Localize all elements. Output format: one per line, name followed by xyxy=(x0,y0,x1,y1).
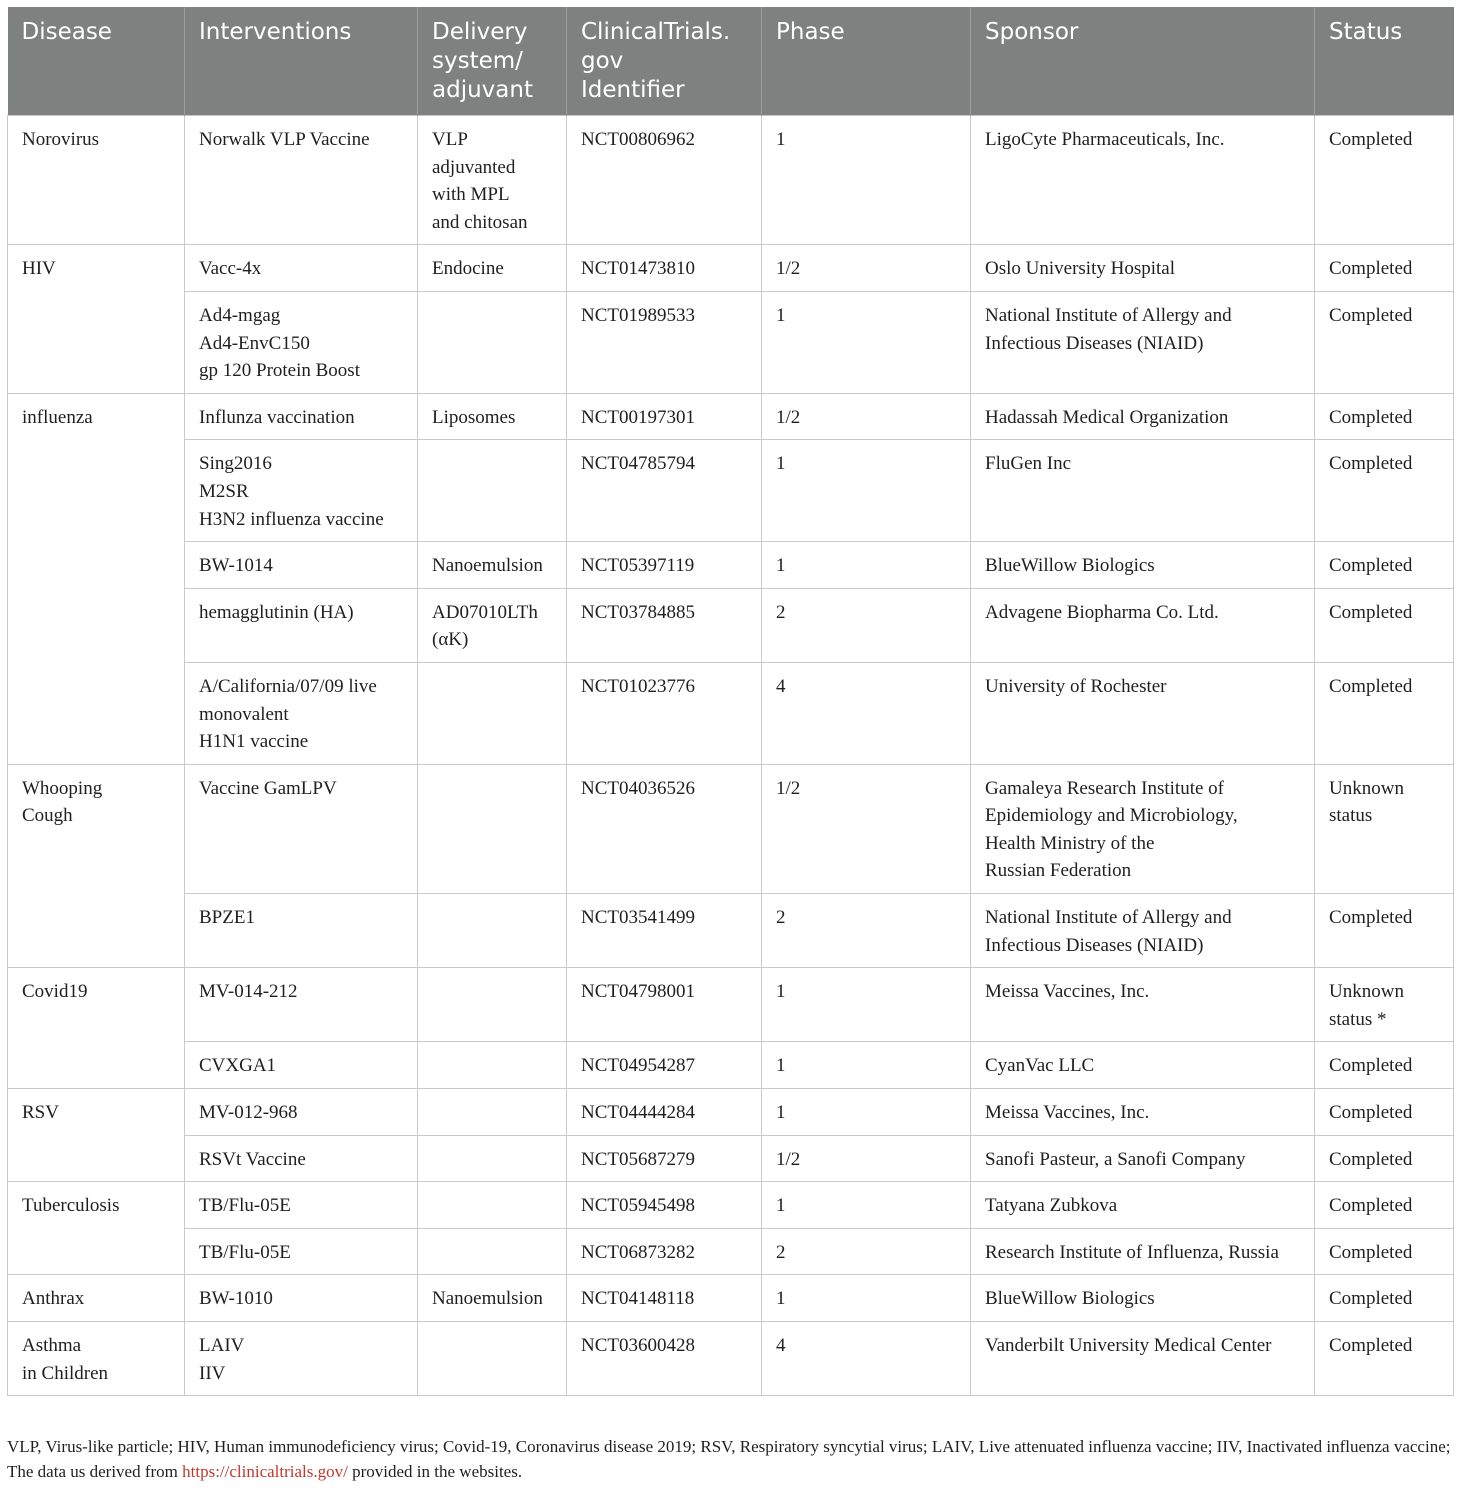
delivery-text: Liposomes xyxy=(432,406,516,428)
interventions-text: H1N1 vaccine xyxy=(199,731,309,753)
header-row xyxy=(8,7,1454,116)
cell-phase xyxy=(762,1135,971,1182)
identifier-text: NCT06873282 xyxy=(581,1241,695,1263)
trials-table-container xyxy=(7,7,1453,1396)
cell-delivery xyxy=(418,1182,567,1229)
cell-phase xyxy=(762,894,971,968)
cell-delivery xyxy=(418,968,567,1042)
status-text: Completed xyxy=(1329,1335,1413,1356)
table-row xyxy=(8,1135,1454,1182)
cell-identifier xyxy=(567,894,762,968)
cell-phase xyxy=(762,291,971,393)
identifier-text: NCT04798001 xyxy=(581,981,695,1003)
phase-text: 1 xyxy=(776,1102,786,1124)
cell-identifier xyxy=(567,245,762,292)
delivery-text: (αK) xyxy=(432,629,469,651)
phase-text: 1 xyxy=(776,981,786,1003)
cell-sponsor xyxy=(971,1322,1315,1396)
cell-status xyxy=(1315,1089,1454,1136)
header-phase: Phase xyxy=(762,7,971,116)
phase-text: 1 xyxy=(776,453,786,475)
status-text: Completed xyxy=(1329,1195,1413,1217)
interventions-text: Sing2016 xyxy=(199,453,272,475)
cell-disease xyxy=(8,968,185,1089)
cell-disease xyxy=(8,1275,185,1322)
cell-status xyxy=(1315,1322,1454,1396)
status-text: status * xyxy=(1329,1008,1387,1030)
sponsor-text: Health Ministry of the xyxy=(985,832,1155,854)
cell-disease xyxy=(8,1322,185,1396)
table-header xyxy=(8,7,1454,116)
cell-delivery xyxy=(418,1275,567,1322)
cell-sponsor xyxy=(971,1089,1315,1136)
cell-phase xyxy=(762,393,971,440)
delivery-text: Nanoemulsion xyxy=(432,1288,543,1310)
table-row xyxy=(8,1182,1454,1229)
cell-delivery xyxy=(418,1089,567,1136)
phase-text: 1 xyxy=(776,555,786,577)
cell-phase xyxy=(762,245,971,292)
status-text: Completed xyxy=(1329,1102,1413,1124)
cell-delivery xyxy=(418,764,567,893)
cell-interventions xyxy=(185,440,418,542)
header-disease: Disease xyxy=(8,7,185,116)
cell-sponsor xyxy=(971,662,1315,764)
sponsor-text: Gamaleya Research Institute of xyxy=(985,777,1224,799)
phase-text: 1 xyxy=(776,1195,786,1217)
cell-identifier xyxy=(567,542,762,589)
table-row xyxy=(8,245,1454,292)
phase-text: 2 xyxy=(776,907,786,929)
header-sponsor: Sponsor xyxy=(971,7,1315,116)
interventions-text: BW-1014 xyxy=(199,555,273,577)
cell-delivery xyxy=(418,440,567,542)
cell-delivery xyxy=(418,116,567,245)
table-body xyxy=(8,116,1454,1396)
sponsor-text: Infectious Diseases (NIAID) xyxy=(985,332,1204,354)
table-row xyxy=(8,968,1454,1042)
identifier-text: NCT03784885 xyxy=(581,601,695,623)
sponsor-text: Epidemiology and Microbiology, xyxy=(985,805,1238,827)
cell-interventions xyxy=(185,245,418,292)
identifier-text: NCT05687279 xyxy=(581,1148,695,1170)
disease-text: Anthrax xyxy=(22,1288,85,1310)
sponsor-text: BlueWillow Biologics xyxy=(985,555,1155,577)
cell-identifier xyxy=(567,968,762,1042)
phase-text: 4 xyxy=(776,675,786,697)
disease-text: influenza xyxy=(22,406,93,428)
cell-identifier xyxy=(567,662,762,764)
identifier-text: NCT03600428 xyxy=(581,1335,695,1356)
cell-identifier xyxy=(567,1275,762,1322)
cell-interventions xyxy=(185,542,418,589)
identifier-text: NCT01473810 xyxy=(581,258,695,280)
phase-text: 2 xyxy=(776,1241,786,1263)
cell-interventions xyxy=(185,894,418,968)
disease-text: in Children xyxy=(22,1362,109,1384)
interventions-text: BPZE1 xyxy=(199,907,255,929)
cell-interventions xyxy=(185,1182,418,1229)
disease-text: Tuberculosis xyxy=(22,1195,120,1217)
cell-status xyxy=(1315,440,1454,542)
phase-text: 1/2 xyxy=(776,406,801,428)
table-row xyxy=(8,1042,1454,1089)
table-row xyxy=(8,1275,1454,1322)
cell-sponsor xyxy=(971,894,1315,968)
identifier-text: NCT05397119 xyxy=(581,555,695,577)
status-text: Completed xyxy=(1329,453,1413,475)
sponsor-text: National Institute of Allergy and xyxy=(985,907,1232,929)
cell-phase xyxy=(762,1322,971,1396)
cell-status xyxy=(1315,764,1454,893)
cell-identifier xyxy=(567,1135,762,1182)
identifier-text: NCT05945498 xyxy=(581,1195,695,1217)
header-identifier: ClinicalTrials. gov Identifier xyxy=(567,7,762,116)
phase-text: 1/2 xyxy=(776,258,801,280)
sponsor-text: CyanVac LLC xyxy=(985,1055,1095,1077)
sponsor-text: Infectious Diseases (NIAID) xyxy=(985,934,1204,956)
cell-status xyxy=(1315,1275,1454,1322)
sponsor-text: Oslo University Hospital xyxy=(985,258,1175,280)
interventions-text: LAIV xyxy=(199,1335,245,1356)
cell-disease xyxy=(8,1089,185,1182)
interventions-text: hemagglutinin (HA) xyxy=(199,601,354,623)
sponsor-text: Vanderbilt University Medical Center xyxy=(985,1335,1272,1356)
header-status: Status xyxy=(1315,7,1454,116)
status-text: Completed xyxy=(1329,1241,1413,1263)
cell-delivery xyxy=(418,1228,567,1275)
cell-status xyxy=(1315,291,1454,393)
sponsor-text: Meissa Vaccines, Inc. xyxy=(985,1102,1150,1124)
cell-phase xyxy=(762,764,971,893)
cell-sponsor xyxy=(971,1135,1315,1182)
cell-delivery xyxy=(418,393,567,440)
table-row xyxy=(8,1089,1454,1136)
status-text: Completed xyxy=(1329,1148,1413,1170)
cell-status xyxy=(1315,542,1454,589)
cell-status xyxy=(1315,1228,1454,1275)
clinical-trials-table xyxy=(7,7,1454,1396)
phase-text: 2 xyxy=(776,601,786,623)
cell-identifier xyxy=(567,440,762,542)
table-row xyxy=(8,542,1454,589)
cell-phase xyxy=(762,542,971,589)
cell-sponsor xyxy=(971,1182,1315,1229)
cell-status xyxy=(1315,1042,1454,1089)
cell-status xyxy=(1315,588,1454,662)
cell-interventions xyxy=(185,968,418,1042)
phase-text: 4 xyxy=(776,1335,786,1356)
sponsor-text: Russian Federation xyxy=(985,860,1132,882)
status-text: Completed xyxy=(1329,304,1413,326)
identifier-text: NCT01023776 xyxy=(581,675,695,697)
table-row xyxy=(8,764,1454,893)
sponsor-text: BlueWillow Biologics xyxy=(985,1288,1155,1310)
cell-delivery xyxy=(418,662,567,764)
cell-interventions xyxy=(185,291,418,393)
cell-phase xyxy=(762,662,971,764)
cell-sponsor xyxy=(971,1042,1315,1089)
status-text: status xyxy=(1329,805,1373,827)
interventions-text: Influnza vaccination xyxy=(199,406,355,428)
cell-delivery xyxy=(418,291,567,393)
sponsor-text: Advagene Biopharma Co. Ltd. xyxy=(985,601,1219,623)
interventions-text: TB/Flu-05E xyxy=(199,1241,291,1263)
interventions-text: IIV xyxy=(199,1362,226,1384)
phase-text: 1 xyxy=(776,1055,786,1077)
identifier-text: NCT00197301 xyxy=(581,406,695,428)
sponsor-text: LigoCyte Pharmaceuticals, Inc. xyxy=(985,129,1225,150)
table-row xyxy=(8,894,1454,968)
cell-identifier xyxy=(567,588,762,662)
cell-delivery xyxy=(418,245,567,292)
sponsor-text: Research Institute of Influenza, Russia xyxy=(985,1241,1279,1263)
cell-interventions xyxy=(185,588,418,662)
cell-sponsor xyxy=(971,1275,1315,1322)
status-text: Completed xyxy=(1329,129,1413,150)
status-text: Completed xyxy=(1329,1055,1413,1077)
status-text: Completed xyxy=(1329,258,1413,280)
sponsor-text: Hadassah Medical Organization xyxy=(985,406,1229,428)
sponsor-text: Tatyana Zubkova xyxy=(985,1195,1118,1217)
status-text: Completed xyxy=(1329,601,1413,623)
disease-text: Whooping xyxy=(22,777,103,799)
cell-status xyxy=(1315,245,1454,292)
interventions-text: Ad4-mgag xyxy=(199,304,281,326)
identifier-text: NCT03541499 xyxy=(581,907,695,929)
table-row xyxy=(8,393,1454,440)
cell-interventions xyxy=(185,1322,418,1396)
interventions-text: gp 120 Protein Boost xyxy=(199,360,360,382)
disease-text: HIV xyxy=(22,258,56,280)
cell-interventions xyxy=(185,116,418,245)
cell-phase xyxy=(762,1228,971,1275)
cell-delivery xyxy=(418,1135,567,1182)
cell-phase xyxy=(762,440,971,542)
table-row xyxy=(8,1228,1454,1275)
cell-delivery xyxy=(418,588,567,662)
phase-text: 1 xyxy=(776,1288,786,1310)
cell-disease xyxy=(8,116,185,245)
cell-interventions xyxy=(185,1275,418,1322)
delivery-text: AD07010LTh xyxy=(432,601,538,623)
interventions-text: M2SR xyxy=(199,480,249,502)
cell-interventions xyxy=(185,764,418,893)
interventions-text: RSVt Vaccine xyxy=(199,1148,306,1170)
cell-sponsor xyxy=(971,116,1315,245)
cell-sponsor xyxy=(971,588,1315,662)
cell-disease xyxy=(8,393,185,764)
cell-phase xyxy=(762,1182,971,1229)
delivery-text: Nanoemulsion xyxy=(432,555,543,577)
interventions-text: H3N2 influenza vaccine xyxy=(199,508,384,530)
disease-text: Asthma xyxy=(22,1335,82,1356)
cell-identifier xyxy=(567,291,762,393)
footnote-text: VLP, Virus-like particle; HIV, Human immunodeficiency virus; Covid-19, Coronavirus disease 2019; RSV, Respiratory syncytial virus; LAIV, Live attenuated influenza vaccine; IIV, Inactivated influenza vaccine; The data us derived from xyxy=(7,1437,1451,1481)
cell-identifier xyxy=(567,1089,762,1136)
clinicaltrials-link[interactable]: https://clinicaltrials.gov/ xyxy=(182,1462,348,1481)
cell-identifier xyxy=(567,1182,762,1229)
interventions-text: MV-014-212 xyxy=(199,981,298,1003)
cell-interventions xyxy=(185,1135,418,1182)
cell-status xyxy=(1315,1135,1454,1182)
header-interventions: Interventions xyxy=(185,7,418,116)
identifier-text: NCT04954287 xyxy=(581,1055,695,1077)
identifier-text: NCT04785794 xyxy=(581,453,695,475)
cell-status xyxy=(1315,1182,1454,1229)
phase-text: 1 xyxy=(776,304,786,326)
table-row xyxy=(8,116,1454,245)
cell-disease xyxy=(8,1182,185,1275)
identifier-text: NCT01989533 xyxy=(581,304,695,326)
cell-status xyxy=(1315,968,1454,1042)
sponsor-text: FluGen Inc xyxy=(985,453,1072,475)
cell-phase xyxy=(762,116,971,245)
interventions-text: Ad4-EnvC150 xyxy=(199,332,310,354)
cell-identifier xyxy=(567,393,762,440)
cell-identifier xyxy=(567,1322,762,1396)
identifier-text: NCT04148118 xyxy=(581,1288,695,1310)
table-footnote xyxy=(7,1434,1457,1484)
status-text: Completed xyxy=(1329,1288,1413,1310)
sponsor-text: University of Rochester xyxy=(985,675,1167,697)
cell-sponsor xyxy=(971,1228,1315,1275)
cell-status xyxy=(1315,662,1454,764)
cell-sponsor xyxy=(971,291,1315,393)
status-text: Unknown xyxy=(1329,981,1404,1003)
status-text: Completed xyxy=(1329,907,1413,929)
disease-text: Covid19 xyxy=(22,981,88,1003)
identifier-text: NCT04444284 xyxy=(581,1102,695,1124)
interventions-text: TB/Flu-05E xyxy=(199,1195,291,1217)
disease-text: RSV xyxy=(22,1102,59,1124)
phase-text: 1 xyxy=(776,129,786,150)
interventions-text: CVXGA1 xyxy=(199,1055,277,1077)
cell-sponsor xyxy=(971,440,1315,542)
phase-text: 1/2 xyxy=(776,777,801,799)
cell-delivery xyxy=(418,542,567,589)
cell-interventions xyxy=(185,662,418,764)
table-row xyxy=(8,588,1454,662)
cell-interventions xyxy=(185,393,418,440)
footnote-suffix: provided in the websites. xyxy=(347,1462,523,1481)
cell-sponsor xyxy=(971,245,1315,292)
delivery-text: VLP xyxy=(432,129,468,150)
cell-phase xyxy=(762,1089,971,1136)
interventions-text: Norwalk VLP Vaccine xyxy=(199,129,370,150)
sponsor-text: Sanofi Pasteur, a Sanofi Company xyxy=(985,1148,1246,1170)
cell-sponsor xyxy=(971,764,1315,893)
cell-interventions xyxy=(185,1042,418,1089)
cell-phase xyxy=(762,968,971,1042)
cell-identifier xyxy=(567,116,762,245)
status-text: Completed xyxy=(1329,555,1413,577)
cell-phase xyxy=(762,1042,971,1089)
cell-sponsor xyxy=(971,393,1315,440)
cell-delivery xyxy=(418,1322,567,1396)
disease-text: Cough xyxy=(22,805,73,827)
cell-status xyxy=(1315,116,1454,245)
delivery-text: with MPL xyxy=(432,184,510,206)
cell-identifier xyxy=(567,1228,762,1275)
interventions-text: MV-012-968 xyxy=(199,1102,298,1124)
identifier-text: NCT00806962 xyxy=(581,129,695,150)
cell-delivery xyxy=(418,894,567,968)
cell-delivery xyxy=(418,1042,567,1089)
cell-status xyxy=(1315,393,1454,440)
interventions-text: Vaccine GamLPV xyxy=(199,777,337,799)
header-delivery: Delivery system/ adjuvant xyxy=(418,7,567,116)
cell-identifier xyxy=(567,764,762,893)
cell-interventions xyxy=(185,1089,418,1136)
status-text: Unknown xyxy=(1329,777,1404,799)
table-row xyxy=(8,440,1454,542)
delivery-text: Endocine xyxy=(432,258,504,280)
disease-text: Norovirus xyxy=(22,129,100,150)
sponsor-text: National Institute of Allergy and xyxy=(985,304,1232,326)
interventions-text: BW-1010 xyxy=(199,1288,273,1310)
delivery-text: adjuvanted xyxy=(432,156,516,178)
table-row xyxy=(8,291,1454,393)
cell-status xyxy=(1315,894,1454,968)
cell-disease xyxy=(8,764,185,968)
cell-identifier xyxy=(567,1042,762,1089)
delivery-text: and chitosan xyxy=(432,211,528,233)
cell-disease xyxy=(8,245,185,393)
cell-phase xyxy=(762,1275,971,1322)
status-text: Completed xyxy=(1329,406,1413,428)
sponsor-text: Meissa Vaccines, Inc. xyxy=(985,981,1150,1003)
phase-text: 1/2 xyxy=(776,1148,801,1170)
interventions-text: A/California/07/09 live xyxy=(199,675,377,697)
cell-phase xyxy=(762,588,971,662)
table-row xyxy=(8,1322,1454,1396)
cell-sponsor xyxy=(971,968,1315,1042)
interventions-text: monovalent xyxy=(199,703,289,725)
interventions-text: Vacc-4x xyxy=(199,258,262,280)
table-row xyxy=(8,662,1454,764)
status-text: Completed xyxy=(1329,675,1413,697)
cell-interventions xyxy=(185,1228,418,1275)
cell-sponsor xyxy=(971,542,1315,589)
identifier-text: NCT04036526 xyxy=(581,777,695,799)
